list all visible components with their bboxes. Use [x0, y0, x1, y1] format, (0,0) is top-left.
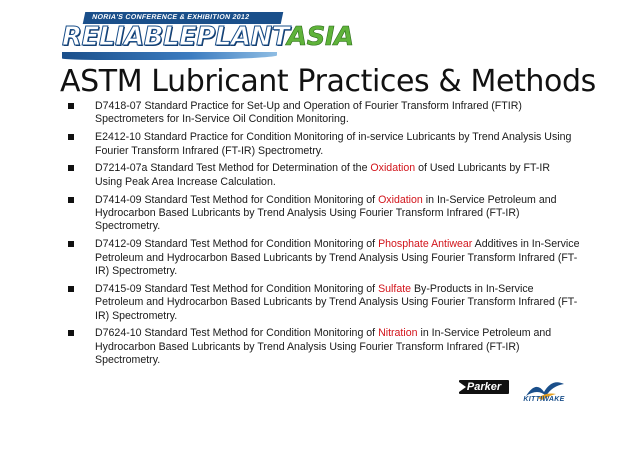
item-text-after: of Used Lubricants by FT-IR Using Peak Area Increase Calculation.: [95, 162, 550, 188]
logo-asia: ASIA: [287, 22, 354, 52]
bullet-icon: [68, 330, 74, 336]
list-item: [60, 283, 580, 323]
item-text-after: in In-Service Petroleum and Hydrocarbon Based Lubricants by Trend Analysis Using Fourier Transform Infrared (FT-IR) Spectrometry.: [95, 327, 552, 367]
bullet-icon: [68, 286, 74, 292]
item-text: D7418-07 Standard Practice for Set-Up and Operation of Fourier Transform Infrared (FTIR) Spectrometers for In-Service Oil Condition Monitoring.: [95, 100, 522, 126]
item-text-after: Additives in In-Service Petroleum and Hydrocarbon Based Lubricants by Trend Analysis Using Fourier Transform Infrared (FT-IR) Spectrometry.: [95, 238, 580, 278]
list-item: [60, 100, 580, 127]
bullet-icon: [68, 103, 74, 109]
conference-banner: NORIA'S CONFERENCE & EXHIBITION 2012: [83, 12, 284, 24]
bullet-icon: [68, 197, 74, 203]
logo-reliableplant: RELIABLEPLANT: [62, 22, 288, 52]
item-highlight: Phosphate Antiwear: [378, 238, 473, 251]
bullet-icon: [68, 134, 74, 140]
item-text: D7414-09 Standard Test Method for Condition Monitoring of: [95, 193, 379, 206]
standards-list: [60, 100, 580, 372]
bullet-icon: [68, 165, 74, 171]
parker-arrow-icon: [459, 382, 466, 392]
logo-wordmark: [62, 22, 354, 52]
reliableplant-asia-logo: [62, 12, 354, 64]
item-text: D7412-09 Standard Test Method for Condition Monitoring of: [95, 238, 379, 251]
slide-title: ASTM Lubricant Practices & Methods: [60, 64, 596, 99]
list-item: [60, 194, 580, 234]
item-text: D7415-09 Standard Test Method for Condition Monitoring of: [95, 282, 379, 295]
item-highlight: Nitration: [378, 327, 418, 340]
item-text: D7214-07a Standard Test Method for Determination of the: [95, 162, 371, 175]
item-highlight: Sulfate: [378, 282, 412, 295]
item-text: D7624-10 Standard Test Method for Condition Monitoring of: [95, 327, 379, 340]
bullet-icon: [68, 241, 74, 247]
logo-swoosh: [62, 52, 277, 60]
item-text-after: By-Products in In-Service Petroleum and Hydrocarbon Based Lubricants by Trend Analysis Using Fourier Transform Infrared (FT-IR) Spectrometry.: [95, 282, 578, 322]
list-item: [60, 327, 580, 367]
kittiwake-logo-text: KITTIWAKE: [523, 396, 565, 403]
list-item: [60, 238, 580, 278]
list-item: [60, 131, 580, 158]
item-highlight: Oxidation: [378, 193, 423, 206]
item-text: E2412-10 Standard Practice for Condition Monitoring of in-service Lubricants by Trend Analysis Using Fourier Transform Infrared (FT-IR) Spectrometry.: [95, 131, 572, 157]
list-item: [60, 162, 580, 189]
item-text-after: in In-Service Petroleum and Hydrocarbon Based Lubricants by Trend Analysis Using Fourier Transform Infrared (FT-IR) Spectrometry.: [95, 193, 557, 233]
item-highlight: Oxidation: [370, 162, 416, 175]
parker-logo: Parker: [459, 380, 509, 394]
